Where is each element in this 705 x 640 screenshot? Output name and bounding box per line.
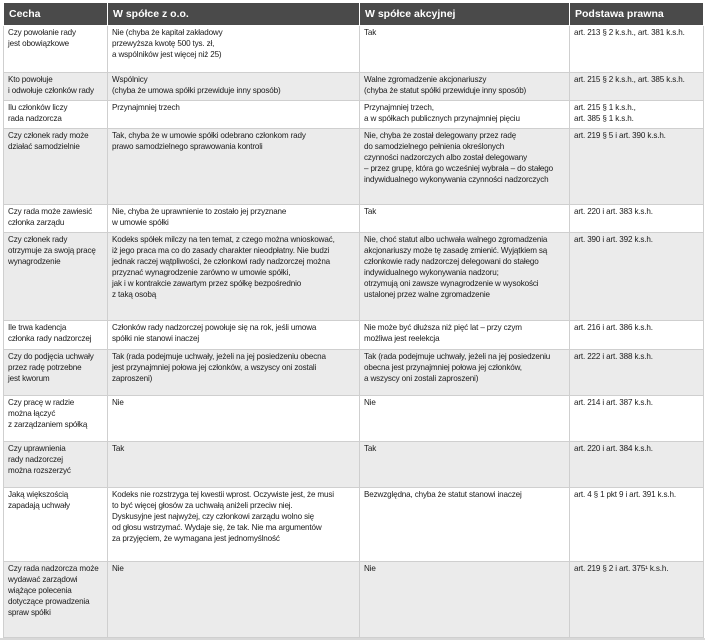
table-row bbox=[4, 321, 704, 350]
feature-cell: Ile trwa kadencja członka rady nadzorczej bbox=[4, 321, 108, 350]
sa-cell: Nie, choć statut albo uchwała walnego zgromadzenia akcjonariuszy może tę zasadę zmienić. Wyjątkiem są członkowie rady nadzorczej delegowani do stałego indywidualnego wykonywania nadzoru; otrzymują oni zawsze wynagrodzenie w wysokości ustalonej przez walne zgromadzenie bbox=[360, 233, 570, 321]
law-cell: art. 215 § 1 k.s.h., art. 385 § 1 k.s.h. bbox=[570, 100, 704, 129]
header-sa: W spółce akcyjnej bbox=[360, 3, 570, 26]
law-cell: art. 213 § 2 k.s.h., art. 381 k.s.h. bbox=[570, 26, 704, 73]
sa-cell: Bezwzględna, chyba że statut stanowi inaczej bbox=[360, 487, 570, 562]
table-row bbox=[4, 100, 704, 129]
law-cell: art. 215 § 2 k.s.h., art. 385 k.s.h. bbox=[570, 72, 704, 100]
zoo-cell: Kodeks nie rozstrzyga tej kwestii wprost. Oczywiste jest, że musi to być więcej głosów za uchwałą aniżeli przeciw niej. Dyskusyjne jest najwyżej, czy członkowi zarządu wolno się od głosu wstrzymać. Wydaje się, że tak. Nie ma argumentów za przyjęciem, że wymagana jest jednomyślność bbox=[108, 487, 360, 562]
feature-cell: Czy rada może zawiesić członka zarządu bbox=[4, 204, 108, 233]
zoo-cell: Wspólnicy (chyba że umowa spółki przewiduje inny sposób) bbox=[108, 72, 360, 100]
feature-cell: Ilu członków liczy rada nadzorcza bbox=[4, 100, 108, 129]
sa-cell: Przynajmniej trzech, a w spółkach publicznych przynajmniej pięciu bbox=[360, 100, 570, 129]
sa-cell: Nie bbox=[360, 562, 570, 638]
sa-cell: Tak bbox=[360, 204, 570, 233]
sa-cell: Tak bbox=[360, 26, 570, 73]
sa-cell: Nie może być dłuższa niż pięć lat – przy czym możliwa jest reelekcja bbox=[360, 321, 570, 350]
feature-cell: Jaką większością zapadają uchwały bbox=[4, 487, 108, 562]
zoo-cell: Nie, chyba że uprawnienie to zostało jej przyznane w umowie spółki bbox=[108, 204, 360, 233]
table-row bbox=[4, 129, 704, 205]
sa-cell: Nie bbox=[360, 395, 570, 441]
table-row bbox=[4, 204, 704, 233]
zoo-cell: Tak, chyba że w umowie spółki odebrano członkom rady prawo samodzielnego sprawowania kontroli bbox=[108, 129, 360, 205]
feature-cell: Kto powołuje i odwołuje członków rady bbox=[4, 72, 108, 100]
sa-cell: Nie, chyba że został delegowany przez radę do samodzielnego pełnienia określonych czynności nadzorczych albo został delegowany – przez grupę, która go wcześniej wybrała – do stałego indywidualnego wykonywania czynności nadzorczych bbox=[360, 129, 570, 205]
table-row bbox=[4, 72, 704, 100]
law-cell: art. 220 i art. 383 k.s.h. bbox=[570, 204, 704, 233]
table-row bbox=[4, 395, 704, 441]
header-law: Podstawa prawna bbox=[570, 3, 704, 26]
header-feature: Cecha bbox=[4, 3, 108, 26]
feature-cell: Czy do podjęcia uchwały przez radę potrzebne jest kworum bbox=[4, 349, 108, 395]
law-cell: art. 214 i art. 387 k.s.h. bbox=[570, 395, 704, 441]
table-row bbox=[4, 349, 704, 395]
table-row bbox=[4, 233, 704, 321]
law-cell: art. 222 i art. 388 k.s.h. bbox=[570, 349, 704, 395]
table-row bbox=[4, 26, 704, 73]
feature-cell: Czy rada nadzorcza może wydawać zarządowi wiążące polecenia dotyczące prowadzenia spraw spółki bbox=[4, 562, 108, 638]
law-cell: art. 4 § 1 pkt 9 i art. 391 k.s.h. bbox=[570, 487, 704, 562]
law-cell: art. 390 i art. 392 k.s.h. bbox=[570, 233, 704, 321]
zoo-cell: Członków rady nadzorczej powołuje się na rok, jeśli umowa spółki nie stanowi inaczej bbox=[108, 321, 360, 350]
header-row bbox=[4, 3, 704, 26]
feature-cell: Czy powołanie rady jest obowiązkowe bbox=[4, 26, 108, 73]
sa-cell: Walne zgromadzenie akcjonariuszy (chyba że statut spółki przewiduje inny sposób) bbox=[360, 72, 570, 100]
comparison-table bbox=[3, 2, 704, 638]
law-cell: art. 219 § 5 i art. 390 k.s.h. bbox=[570, 129, 704, 205]
zoo-cell: Nie (chyba że kapitał zakładowy przewyższa kwotę 500 tys. zł, a wspólników jest więcej niż 25) bbox=[108, 26, 360, 73]
table-row bbox=[4, 441, 704, 487]
sa-cell: Tak bbox=[360, 441, 570, 487]
zoo-cell: Nie bbox=[108, 562, 360, 638]
zoo-cell: Kodeks spółek milczy na ten temat, z czego można wnioskować, iż jego praca ma co do zasady charakter nieodpłatny. Nie budzi jednak raczej wątpliwości, że członkowi rady nadzorczej można przyznać wynagrodzenie zarówno w umowie spółki, jak i w kontrakcie zawartym przez spółkę bezpośrednio z taką osobą bbox=[108, 233, 360, 321]
zoo-cell: Nie bbox=[108, 395, 360, 441]
feature-cell: Czy pracę w radzie można łączyć z zarządzaniem spółką bbox=[4, 395, 108, 441]
zoo-cell: Przynajmniej trzech bbox=[108, 100, 360, 129]
zoo-cell: Tak (rada podejmuje uchwały, jeżeli na jej posiedzeniu obecna jest przynajmniej połowa jej członków, a wszyscy oni zostali zaproszeni) bbox=[108, 349, 360, 395]
law-cell: art. 219 § 2 i art. 375¹ k.s.h. bbox=[570, 562, 704, 638]
table-row bbox=[4, 487, 704, 562]
header-zoo: W spółce z o.o. bbox=[108, 3, 360, 26]
zoo-cell: Tak bbox=[108, 441, 360, 487]
table-row bbox=[4, 562, 704, 638]
law-cell: art. 220 i art. 384 k.s.h. bbox=[570, 441, 704, 487]
law-cell: art. 216 i art. 386 k.s.h. bbox=[570, 321, 704, 350]
feature-cell: Czy członek rady może działać samodzielnie bbox=[4, 129, 108, 205]
feature-cell: Czy członek rady otrzymuje za swoją pracę wynagrodzenie bbox=[4, 233, 108, 321]
feature-cell: Czy uprawnienia rady nadzorczej można rozszerzyć bbox=[4, 441, 108, 487]
sa-cell: Tak (rada podejmuje uchwały, jeżeli na jej posiedzeniu obecna jest przynajmniej połowa jej członków, a wszyscy oni zostali zaproszeni) bbox=[360, 349, 570, 395]
